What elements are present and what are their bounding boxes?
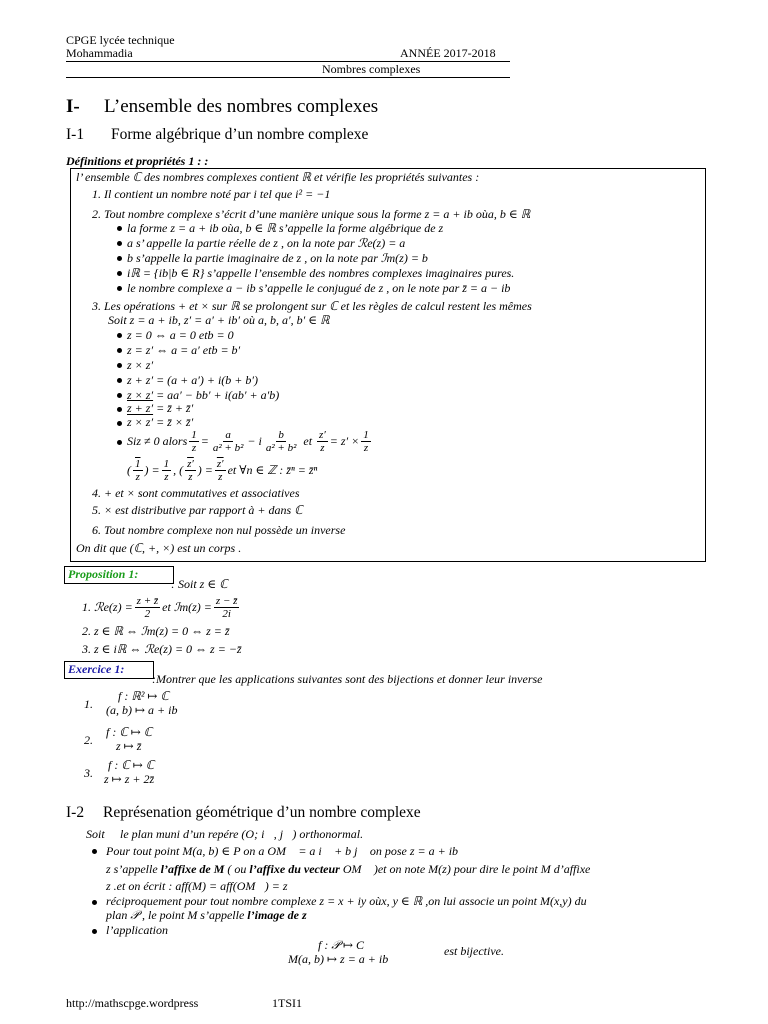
bullet [117, 286, 122, 291]
bullet [117, 241, 122, 246]
operation-bullet: z × z′ = aa′ − bb′ + i(ab′ + a′b) [127, 388, 280, 402]
exercise-item-line: f : ℂ ↦ ℂ [108, 758, 155, 772]
header-subject: Nombres complexes [322, 62, 421, 76]
geometry-map-tail: est bijective. [444, 944, 504, 958]
bullet [92, 900, 97, 905]
operation-bullet: z = 0 ⇔ a = 0 etb = 0 [127, 328, 234, 342]
proposition-item-1: 1. ℛe(z) = $\frac{z + z̄}{2}$ et ℐm(z) = $\frac{z - z̄}{2i}$ [82, 594, 238, 620]
geometry-bullet-1-line3: z .et on écrit : aff(M) = aff(OM⃗) = z [106, 879, 288, 893]
definition-bullet: b s’appelle la partie imaginaire de z , on la note par ℐm(z) = b [127, 251, 428, 265]
subsection-number: I-2 [66, 804, 85, 821]
bullet [117, 421, 122, 426]
definition-bullet: la forme z = a + ib oùa, b ∈ ℝ s’appelle la forme algébrique de z [127, 221, 444, 235]
proposition-item-2: 2. z ∈ ℝ ⇔ ℐm(z) = 0 ⇔ z = z̄ [82, 624, 230, 638]
definitions-intro: l’ ensemble ℂ des nombres complexes contient ℝ et vérifie les propriétés suivantes : [76, 170, 480, 184]
header-city: Mohammadia [66, 46, 133, 60]
geometry-bullet-2: réciproquement pour tout nombre complexe z = x + iy oùx, y ∈ ℝ ,on lui associe un point M(x,y) du [106, 894, 587, 908]
definition-bullet: iℝ = {ib|b ∈ R} s’appelle l’ensemble des nombres complexes imaginaires pures. [127, 266, 515, 280]
conjugate-product: z × z′ = z̄ × z̄′ [127, 415, 194, 429]
bullet [117, 256, 122, 261]
proposition-item-3: 3. z ∈ iℝ ⇔ ℛe(z) = 0 ⇔ z = −z̄ [82, 642, 242, 656]
bullet [92, 849, 97, 854]
definitions-heading: Définitions et propriétés 1 : : [66, 154, 209, 168]
definition-item-2: 2. Tout nombre complexe s’écrit d’une manière unique sous la forme z = a + ib oùa, b ∈ ℝ [92, 207, 531, 221]
definition-item-6: 6. Tout nombre complexe non nul possède un inverse [92, 523, 346, 537]
subsection-title: Représenation géométrique d’un nombre complexe [103, 804, 421, 821]
header-year: ANNÉE 2017-2018 [400, 46, 496, 60]
definition-item-1: 1. Il contient un nombre noté par i tel que i² = −1 [92, 187, 331, 201]
exercise-item-line: z ↦ z̄ [116, 739, 142, 753]
footer-class: 1TSI1 [272, 996, 302, 1010]
exercise-item-number: 2. [84, 733, 93, 747]
definition-item-4: 4. + et × sont commutatives et associatives [92, 486, 300, 500]
bullet [117, 440, 122, 445]
bullet [117, 393, 122, 398]
header-rule-bottom [66, 77, 510, 78]
definition-bullet: a s’ appelle la partie réelle de z , on la note par ℛe(z) = a [127, 236, 406, 250]
bullet [117, 333, 122, 338]
bullet [117, 271, 122, 276]
conjugate-sum: z + z′ = z̄ + z̄′ [127, 401, 194, 415]
exercise-item-line: f : ℂ ↦ ℂ [106, 725, 153, 739]
section-number: I- [66, 96, 80, 117]
exercise-item-line: (a, b) ↦ a + ib [106, 703, 178, 717]
header-school: CPGE lycée technique [66, 33, 175, 47]
bullet [117, 407, 122, 412]
bullet [117, 348, 122, 353]
geometry-bullet-3: l’application [106, 923, 168, 937]
bullet [117, 226, 122, 231]
conjugate-fractions: ( $\frac{1}{z}$ ) = $\frac{1}{z}$ , ( $\frac{z'}{z}$ ) = $\frac{z'}{z}$ et ∀n ∈ ℤ : z̄ⁿ = z̄ⁿ [127, 457, 318, 483]
definition-bullet: le nombre complexe a − ib s’appelle le conjugué de z , on le note par z̄ = a − ib [127, 281, 511, 295]
definition-item-3-soit: Soit z = a + ib, z′ = a′ + ib′ où a, b, a′, b′ ∈ ℝ [108, 313, 330, 327]
footer-url: http://mathscpge.wordpress [66, 996, 199, 1010]
operation-bullet: z = z′ ⇔ a = a′ etb = b′ [127, 343, 241, 357]
geometry-bullet-1-line2: z s’appelle l’affixe de M ( ou l’affixe du vecteur OM⃗ )et on note M(z) pour dire le point M d’affixe [106, 862, 591, 876]
geometry-map-line1: f : 𝒫 ↦ C [318, 938, 365, 952]
bullet [92, 929, 97, 934]
operation-bullet: z × z′ [127, 358, 154, 372]
inverse-formula: Siz ≠ 0 alors $\frac{1}{z}$ = $\frac{a}{\text{a² + b²}}$ − i $\frac{b}{\text{a² + b²}}$ et $\frac{z'}{z}$ = z′ × $\frac{1}{z}$ [127, 428, 369, 454]
header-rule [66, 61, 510, 62]
geometry-soit: Soit 𝒫 le plan muni d’un repére (O; i⃗, j⃗) orthonormal. [86, 827, 364, 841]
exercise-lead: :Montrer que les applications suivantes sont des bijections et donner leur inverse [152, 672, 543, 686]
geometry-bullet-2-line2: plan 𝒫 , le point M s’appelle l’image de z [106, 908, 307, 922]
proposition-tag: Proposition 1: [64, 566, 174, 584]
geometry-map-line2: M(a, b) ↦ z = a + ib [288, 952, 389, 966]
geometry-bullet-1: Pour tout point M(a, b) ∈ P on a OM⃗ = a i⃗ + b j⃗ on pose z = a + ib [106, 844, 459, 858]
exercise-tag: Exercice 1: [64, 661, 154, 679]
exercise-item-number: 3. [84, 766, 93, 780]
bullet [117, 363, 122, 368]
bullet [117, 378, 122, 383]
definition-item-5: 5. × est distributive par rapport à + dans ℂ [92, 503, 303, 517]
operation-bullet: z + z′ = (a + a′) + i(b + b′) [127, 373, 259, 387]
exercise-item-line: z ↦ z + 2z̄ [104, 772, 155, 786]
section-title: L’ensemble des nombres complexes [104, 96, 379, 117]
exercise-item-number: 1. [84, 697, 93, 711]
definition-item-3: 3. Les opérations + et × sur ℝ se prolongent sur ℂ et les règles de calcul restent les mêmes [92, 299, 532, 313]
proposition-lead: : Soit z ∈ ℂ [171, 577, 228, 591]
subsection-title: Forme algébrique d’un nombre complexe [111, 126, 369, 143]
subsection-number: I-1 [66, 126, 85, 143]
exercise-item-line: f : ℝ² ↦ ℂ [118, 689, 169, 703]
definitions-conclusion: On dit que (ℂ, +, ×) est un corps . [76, 541, 242, 555]
